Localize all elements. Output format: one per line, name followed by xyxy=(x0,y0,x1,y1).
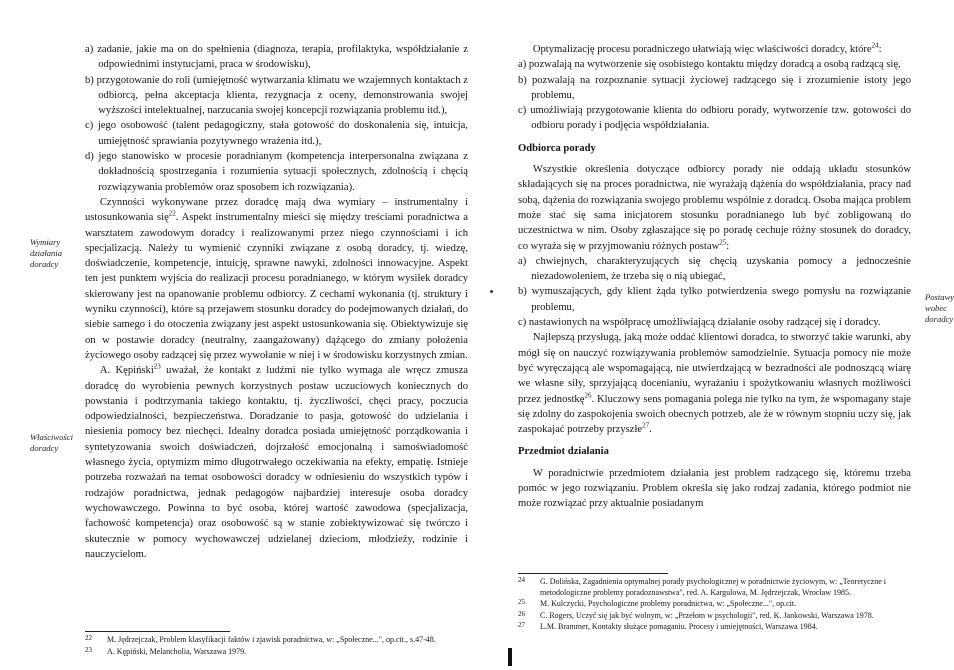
footnote: 22 M. Jędrzejczak, Problem klasyfikacji faktów i zjawisk poradnictwa, w: „Społeczne...", op.cit., s.47-48. xyxy=(85,634,436,644)
right-footnotes xyxy=(518,577,911,634)
left-footnotes xyxy=(85,635,468,658)
list-item: b) wymuszających, gdy klient żąda tylko potwierdzenia swego pomysłu na rozwiązanie problemu, xyxy=(518,286,911,313)
list-item: b) pozwalają na rozpoznanie sytuacji życiowej radzącego się i zrozumienie istoty jego problemu, xyxy=(518,74,911,101)
footnote-ref[interactable]: 23 xyxy=(153,362,161,371)
paragraph-recipient: Wszystkie określenia dotyczące odbiorcy porady nie oddają układu stosunków składających się na proces poradnictwa, nie wyrażają dążenia do współdziałania, pracy nad sobą, dążenia do rozwiązania swojego problemu wspólnie z doradcą. Osoba mająca problem może stać się sama inicjatorem stosunku poradnianego lub być zobligowaną do uczestnictwa w nim. Osoby zgłaszające się po poradę cechuje różny stosunek do doradcy, co wyraża się w przyjmowaniu różnych postaw$^{25}$: xyxy=(518,164,911,252)
list-item: a) chwiejnych, charakteryzujących się chęcią uzyskania pomocy a jednocześnie niezadowoleniem, że trzeba się o nią ubiegać, xyxy=(518,255,911,283)
footnote-ref[interactable]: 22 xyxy=(168,209,176,218)
footnote-ref[interactable]: 27 xyxy=(642,421,650,430)
list-item: c) umożliwiają przygotowanie klienta do odbioru porady, wytworzenie tzw. gotowości do odbioru porady i podjęcia współdziałania. xyxy=(518,105,911,132)
footnote: 24 G. Dolińska, Zagadnienia optymalnej porady psychologicznej w poradnictwie życiowym, w: „Teoretyczne i metodologiczne problemy poradoznawstwa", red. A. Kargulowa, M. Jędrzejczak, Wrocław 1985. xyxy=(518,576,886,597)
footnote-rule xyxy=(518,573,668,574)
paragraph-subject: W poradnictwie przedmiotem działania jest problem radzącego się, któremu trzeba pomóc w jego rozwiązaniu. Problem określa się jako rodzaj zadania, którego podmiot nie może rozwiązać przy aktualnie posiadanym xyxy=(518,467,911,510)
paragraph-intro: Optymalizację procesu poradniczego ułatwiają więc właściwości doradcy, które$^{24}$: xyxy=(532,41,882,55)
footnote: 23 A. Kępiński, Melancholia, Warszawa 1979. xyxy=(85,645,247,656)
footnote: 27 L.M. Brammer, Kontakty służące pomaganiu. Procesy i umiejętności, Warszawa 1984. xyxy=(518,621,818,632)
list-item: a) zadanie, jakie ma on do spełnienia (diagnoza, terapia, profilaktyka, współdziałanie z odpowiednimi instytucjami, praca w środowisku), xyxy=(85,44,468,71)
list-item: d) jego stanowisko w procesie poradnianym (kompetencja interpersonalna związana z dokładnością spostrzegania i rozumienia sytuacji społecznych, zdolnością i chęcią rozwiązywania problemów oraz sposobem ich rozwiązania). xyxy=(85,151,468,193)
paragraph-kepinski: A. Kępiński$^{23}$ uważał, że kontakt z ludźmi nie tylko wymaga ale wręcz zmusza doradcę do wyrobienia pewnych korzystnych postaw uczuciowych koniecznych do powstania i podtrzymania takiego kontaktu, tj. życzliwości, chęci pracy, poczucia odpowiedzialności, bezpieczeństwa. Doradzanie to pasja, gotowość do udzielania i niesienia pomocy bez niechęci. Idealny doradca posiada umiejętność porządkowania i syntetyzowania swoich doświadczeń, dojrzałość emocjonalną i samoświadomość własnego życia, optymizm mimo długotrwałego oczekiwania na efekty, empatię. Istnieje potrzeba rozważań na temat osobowości doradcy w odniesieniu do wszystkich typów i rodzajów poradnictwa, jednak pedagogów najbardziej interesuje osoba doradcy wychowawczego. Powinna to być osoba, której wartość zawodowa (specjalizacja, fachowość kompetencja) oraz osobowość są w stanie zobiektywizować się twórczo i skutecznie w pomocy wychowawczej udzielanej dzieciom, młodzieży, rodzinie i nauczycielom. xyxy=(85,362,469,560)
scan-edge-mark xyxy=(508,648,512,666)
footnote-ref[interactable]: 26 xyxy=(584,391,592,399)
left-page xyxy=(0,0,473,670)
left-text-column xyxy=(85,42,468,562)
list-item: c) jego osobowość (talent pedagogiczny, stała gotowość do doskonalenia się, intuicja, umiejętność sprawiania pozytywnego wrażenia itd.), xyxy=(85,120,468,147)
footnote: 25 M. Kulczycki, Psychologiczne problemy poradnictwa, w: „Społeczne...", op.cit. xyxy=(518,598,797,609)
footnote-ref[interactable]: 24 xyxy=(871,41,879,50)
margin-note-properties: Właściwości doradcy xyxy=(30,432,73,453)
paragraph-dimensions: Czynności wykonywane przez doradcę mają dwa wymiary – instrumentalny i ustosunkowania się$^{22}$. Aspekt instrumentalny mieści się między treściami poradnictwa a warsztatem zawodowym doradcy i realizowanymi przez niego czynnościami i ich specjalizacją. Należy tu wymienić czynniki związane z osobą doradcy, tj. wiedzę, doświadczenie, kompetencje, intuicję, sprawne nawyki, zdolności innowacyjne. Aspekt ten jest punktem wyjścia do realizacji procesu poradnianego, w którym wysiłek doradcy skierowany jest na opanowanie problemu odbiorcy. Z cechami wykonania (tj. struktury i wyniku czynności), które są przejawem stosunku doradcy do podejmowanych działań, do siebie samego i do otoczenia związany jest aspekt ustosunkowania się. Obiektywizuje się on w postawie doradcy (neutralny, zaangażowany) dążącego do zmiany położenia życiowego osoby radzącej się przez wywołanie w niej i w środowisku korzystnych zmian. xyxy=(85,196,468,361)
margin-note-attitudes: Postawy wobec doradcy xyxy=(925,292,954,324)
footnote: 26 C. Rogers, Uczyć się jak być wolnym, w: „Przełom w psychologii", red. K. Jankowski, Warszawa 1978. xyxy=(518,609,874,620)
right-page xyxy=(480,0,954,670)
right-text-column xyxy=(518,42,911,512)
list-item: a) pozwalają na wytworzenie się osobistego kontaktu między doradcą a osobą radzącą się, xyxy=(518,59,901,71)
footnote-rule xyxy=(85,631,230,632)
section-heading-subject: Przedmiot działania xyxy=(518,446,609,458)
footnote-ref[interactable]: 25 xyxy=(719,238,727,247)
margin-note-dimensions: Wymiary działania doradcy xyxy=(30,237,62,269)
list-item: c) nastawionych na współpracę umożliwiającą działanie osoby radzącej się i doradcy. xyxy=(518,317,881,329)
section-heading-recipient: Odbiorca porady xyxy=(518,142,596,154)
paragraph-best-service: Najlepszą przysługą, jaką może oddać klientowi doradca, to stworzyć takie warunki, aby mógł się on nauczyć rozwiązywania problemów samodzielnie. Sytuacja pomocy nie może być wyręczającą ale wspomagającą, nie utwierdzającą w bezradności ale podnoszącą wiarę we własne siły, sprzyjającą docenianiu, wyrażaniu i spożytkowaniu własnych możliwości przez jednostkę$^{26}$. Kluczowy sens pomagania polega nie tylko na tym, że wspomagany staje się zdolny do zaspokojenia swoich obecnych potrzeb, ale że w równym stopniu uczy się, jak zaspokajać potrzeby przyszłe$^{27}$. xyxy=(518,332,911,436)
list-item: b) przygotowanie do roli (umiejętność wytwarzania klimatu we wzajemnych kontaktach z odbiorcą, pełna akceptacja klienta, rezygnacja z oceny, demonstrowania swojej wyższości intelektualnej, narzucania swojej koncepcji rozwiązania problemu itd.), xyxy=(85,74,468,117)
